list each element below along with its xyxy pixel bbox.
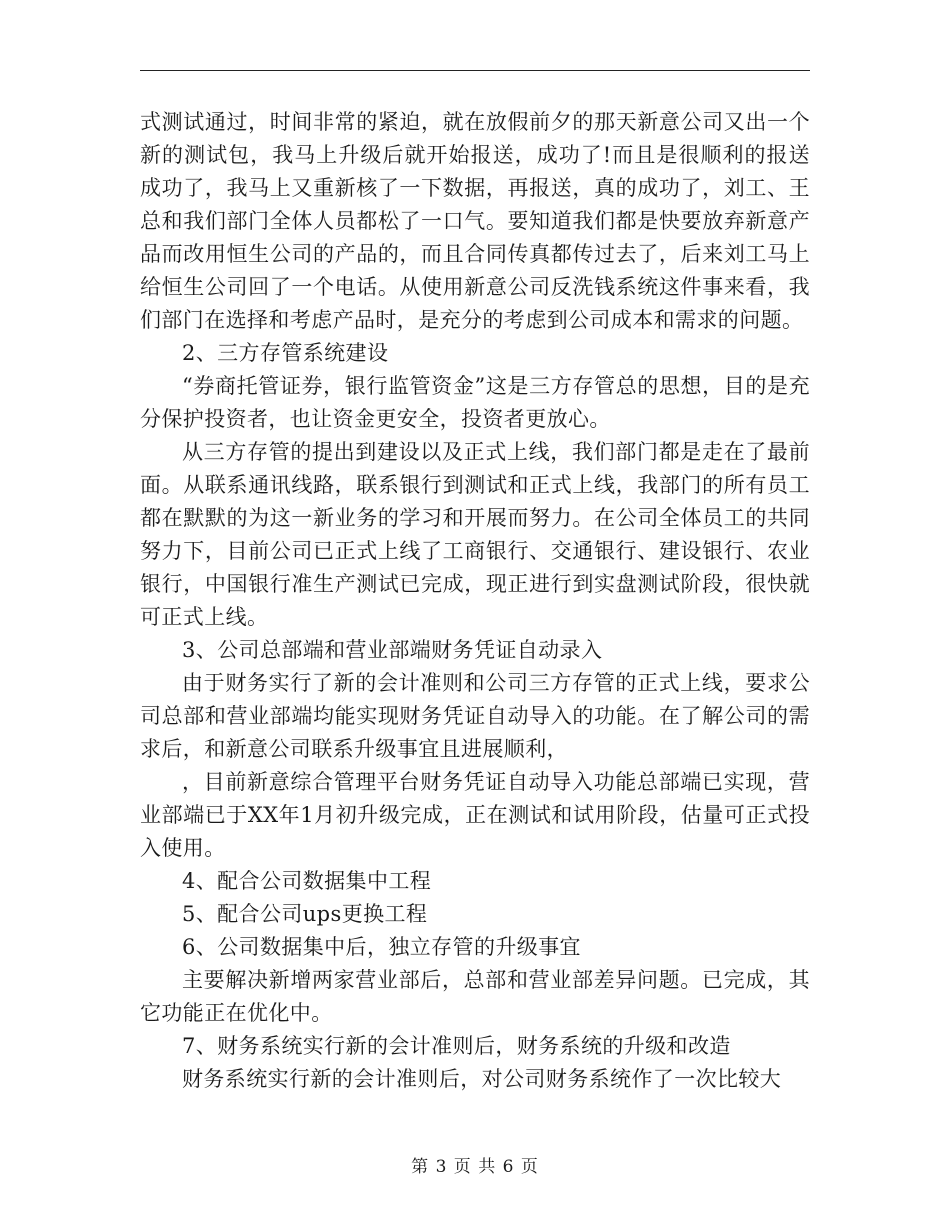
paragraph-1: 式测试通过，时间非常的紧迫，就在放假前夕的那天新意公司又出一个新的测试包，我马上升级后就开始报送，成功了!而且是很顺利的报送成功了，我马上又重新核了一下数据，再报送，真的成功了，刘工、王总和我们部门全体人员都松了一口气。要知道我们都是快要放弃新意产品而改用恒生公司的产品的，而且合同传真都传过去了，后来刘工马上给恒生公司回了一个电话。从使用新意公司反洗钱系统这件事来看，我们部门在选择和考虑产品时，是充分的考虑到公司成本和需求的问题。 — [140, 110, 810, 332]
paragraph-heading-3: 3、公司总部端和营业部端财务凭证自动录入 — [182, 638, 603, 662]
page-number-label: 第 3 页 共 6 页 — [411, 1157, 539, 1177]
paragraph-7: ，目前新意综合管理平台财务凭证自动导入功能总部端已实现，营业部端已于XX年1月初升级完成，正在测试和试用阶段，估量可正式投入使用。 — [140, 770, 810, 860]
paragraph-heading-2: 2、三方存管系统建设 — [182, 341, 389, 365]
paragraph-heading-4: 4、配合公司数据集中工程 — [182, 869, 432, 893]
paragraph-3: “券商托管证券，银行监管资金”这是三方存管总的思想，目的是充分保护投资者，也让资金更安全，投资者更放心。 — [140, 374, 810, 431]
paragraph-4: 从三方存管的提出到建设以及正式上线，我们部门都是走在了最前面。从联系通讯线路，联系银行到测试和正式上线，我部门的所有员工都在默默的为这一新业务的学习和开展而努力。在公司全体员工的共同努力下，目前公司已正式上线了工商银行、交通银行、建设银行、农业银行，中国银行准生产测试已完成，现正进行到实盘测试阶段，很快就可正式上线。 — [140, 440, 810, 629]
paragraph-11: 主要解决新增两家营业部后，总部和营业部差异问题。已完成，其它功能正在优化中。 — [140, 968, 810, 1025]
header-rule — [140, 70, 810, 71]
paragraph-heading-5: 5、配合公司ups更换工程 — [182, 902, 428, 926]
paragraph-heading-6: 6、公司数据集中后，独立存管的升级事宜 — [182, 935, 581, 959]
paragraph-6: 由于财务实行了新的会计准则和公司三方存管的正式上线，要求公司总部和营业部端均能实现财务凭证自动导入的功能。在了解公司的需求后，和新意公司联系升级事宜且进展顺利， — [140, 671, 810, 761]
page-footer — [0, 1152, 950, 1177]
body-text — [140, 106, 810, 1096]
paragraph-13: 财务系统实行新的会计准则后，对公司财务系统作了一次比较大 — [182, 1067, 782, 1091]
paragraph-heading-7: 7、财务系统实行新的会计准则后，财务系统的升级和改造 — [182, 1034, 731, 1058]
